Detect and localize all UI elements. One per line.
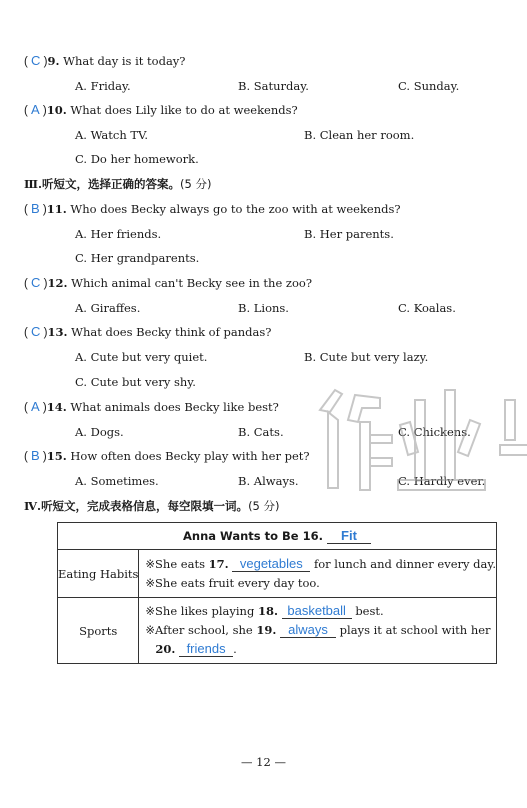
section-3-heading: Ⅲ.听短文，选择正确的答案。(5 分) — [24, 177, 212, 191]
question-10-text: What does Lily like to do at weekends? — [70, 103, 298, 117]
option-9b: B. Saturday. — [238, 79, 309, 93]
option-13a: A. Cute but very quiet. — [75, 350, 208, 364]
blank-16: Fit — [327, 528, 371, 544]
option-10b: B. Clean her room. — [304, 128, 415, 142]
blank-17: vegetables — [232, 556, 310, 572]
question-11: ( B )11. Who does Becky always go to the zoo with at weekends? — [24, 201, 401, 216]
option-15a: A. Sometimes. — [75, 474, 159, 488]
question-15: ( B )15. How often does Becky play with her pet? — [24, 448, 310, 463]
question-13: ( C )13. What does Becky think of pandas? — [24, 324, 272, 339]
sports-label: Sports — [58, 598, 139, 664]
option-14c: C. Chickens. — [398, 425, 471, 439]
option-12c: C. Koalas. — [398, 301, 456, 315]
answer-14: A — [31, 399, 40, 414]
table-title: Anna Wants to Be 16. Fit — [58, 523, 497, 550]
answer-15: B — [31, 448, 40, 463]
question-15-text: How often does Becky play with her pet? — [70, 449, 310, 463]
answer-13: C — [31, 324, 41, 339]
option-15c: C. Hardly ever. — [398, 474, 486, 488]
answer-11: B — [31, 201, 40, 216]
question-10: ( A )10. What does Lily like to do at weekends? — [24, 102, 298, 117]
option-11c: C. Her grandparents. — [75, 251, 200, 265]
question-12-text: Which animal can't Becky see in the zoo? — [71, 276, 312, 290]
blank-20: friends — [179, 641, 233, 657]
option-12a: A. Giraffes. — [75, 301, 141, 315]
answer-9: C — [31, 53, 41, 68]
question-13-text: What does Becky think of pandas? — [71, 325, 272, 339]
question-14-text: What animals does Becky like best? — [70, 400, 279, 414]
option-13c: C. Cute but very shy. — [75, 375, 196, 389]
blank-18: basketball — [282, 603, 352, 619]
option-9c: C. Sunday. — [398, 79, 460, 93]
question-12: ( C )12. Which animal can't Becky see in the zoo? — [24, 275, 312, 290]
option-10a: A. Watch TV. — [75, 128, 149, 142]
option-15b: B. Always. — [238, 474, 299, 488]
option-14a: A. Dogs. — [75, 425, 124, 439]
answer-10: A — [31, 102, 40, 117]
question-14: ( A )14. What animals does Becky like best? — [24, 399, 279, 414]
page-number: — 12 — — [241, 755, 286, 769]
blank-19: always — [280, 622, 336, 638]
option-9a: A. Friday. — [75, 79, 131, 93]
option-11a: A. Her friends. — [75, 227, 162, 241]
option-14b: B. Cats. — [238, 425, 284, 439]
option-13b: B. Cute but very lazy. — [304, 350, 429, 364]
section-4-heading: Ⅳ.听短文，完成表格信息，每空限填一词。(5 分) — [24, 499, 280, 513]
answer-12: C — [31, 275, 41, 290]
eating-habits-content: ※She eats 17. vegetables for lunch and dinner every day. ※She eats fruit every day too. — [139, 550, 497, 598]
eating-habits-label: Eating Habits — [58, 550, 139, 598]
option-12b: B. Lions. — [238, 301, 289, 315]
option-11b: B. Her parents. — [304, 227, 394, 241]
option-10c: C. Do her homework. — [75, 152, 199, 166]
question-11-text: Who does Becky always go to the zoo with at weekends? — [70, 202, 401, 216]
question-9: ( C )9. What day is it today? — [24, 53, 186, 68]
info-table — [57, 522, 497, 664]
sports-content: ※She likes playing 18. basketball best. ※After school, she 19. always plays it at school with her 20. friends . — [139, 598, 497, 664]
question-9-text: What day is it today? — [63, 54, 186, 68]
